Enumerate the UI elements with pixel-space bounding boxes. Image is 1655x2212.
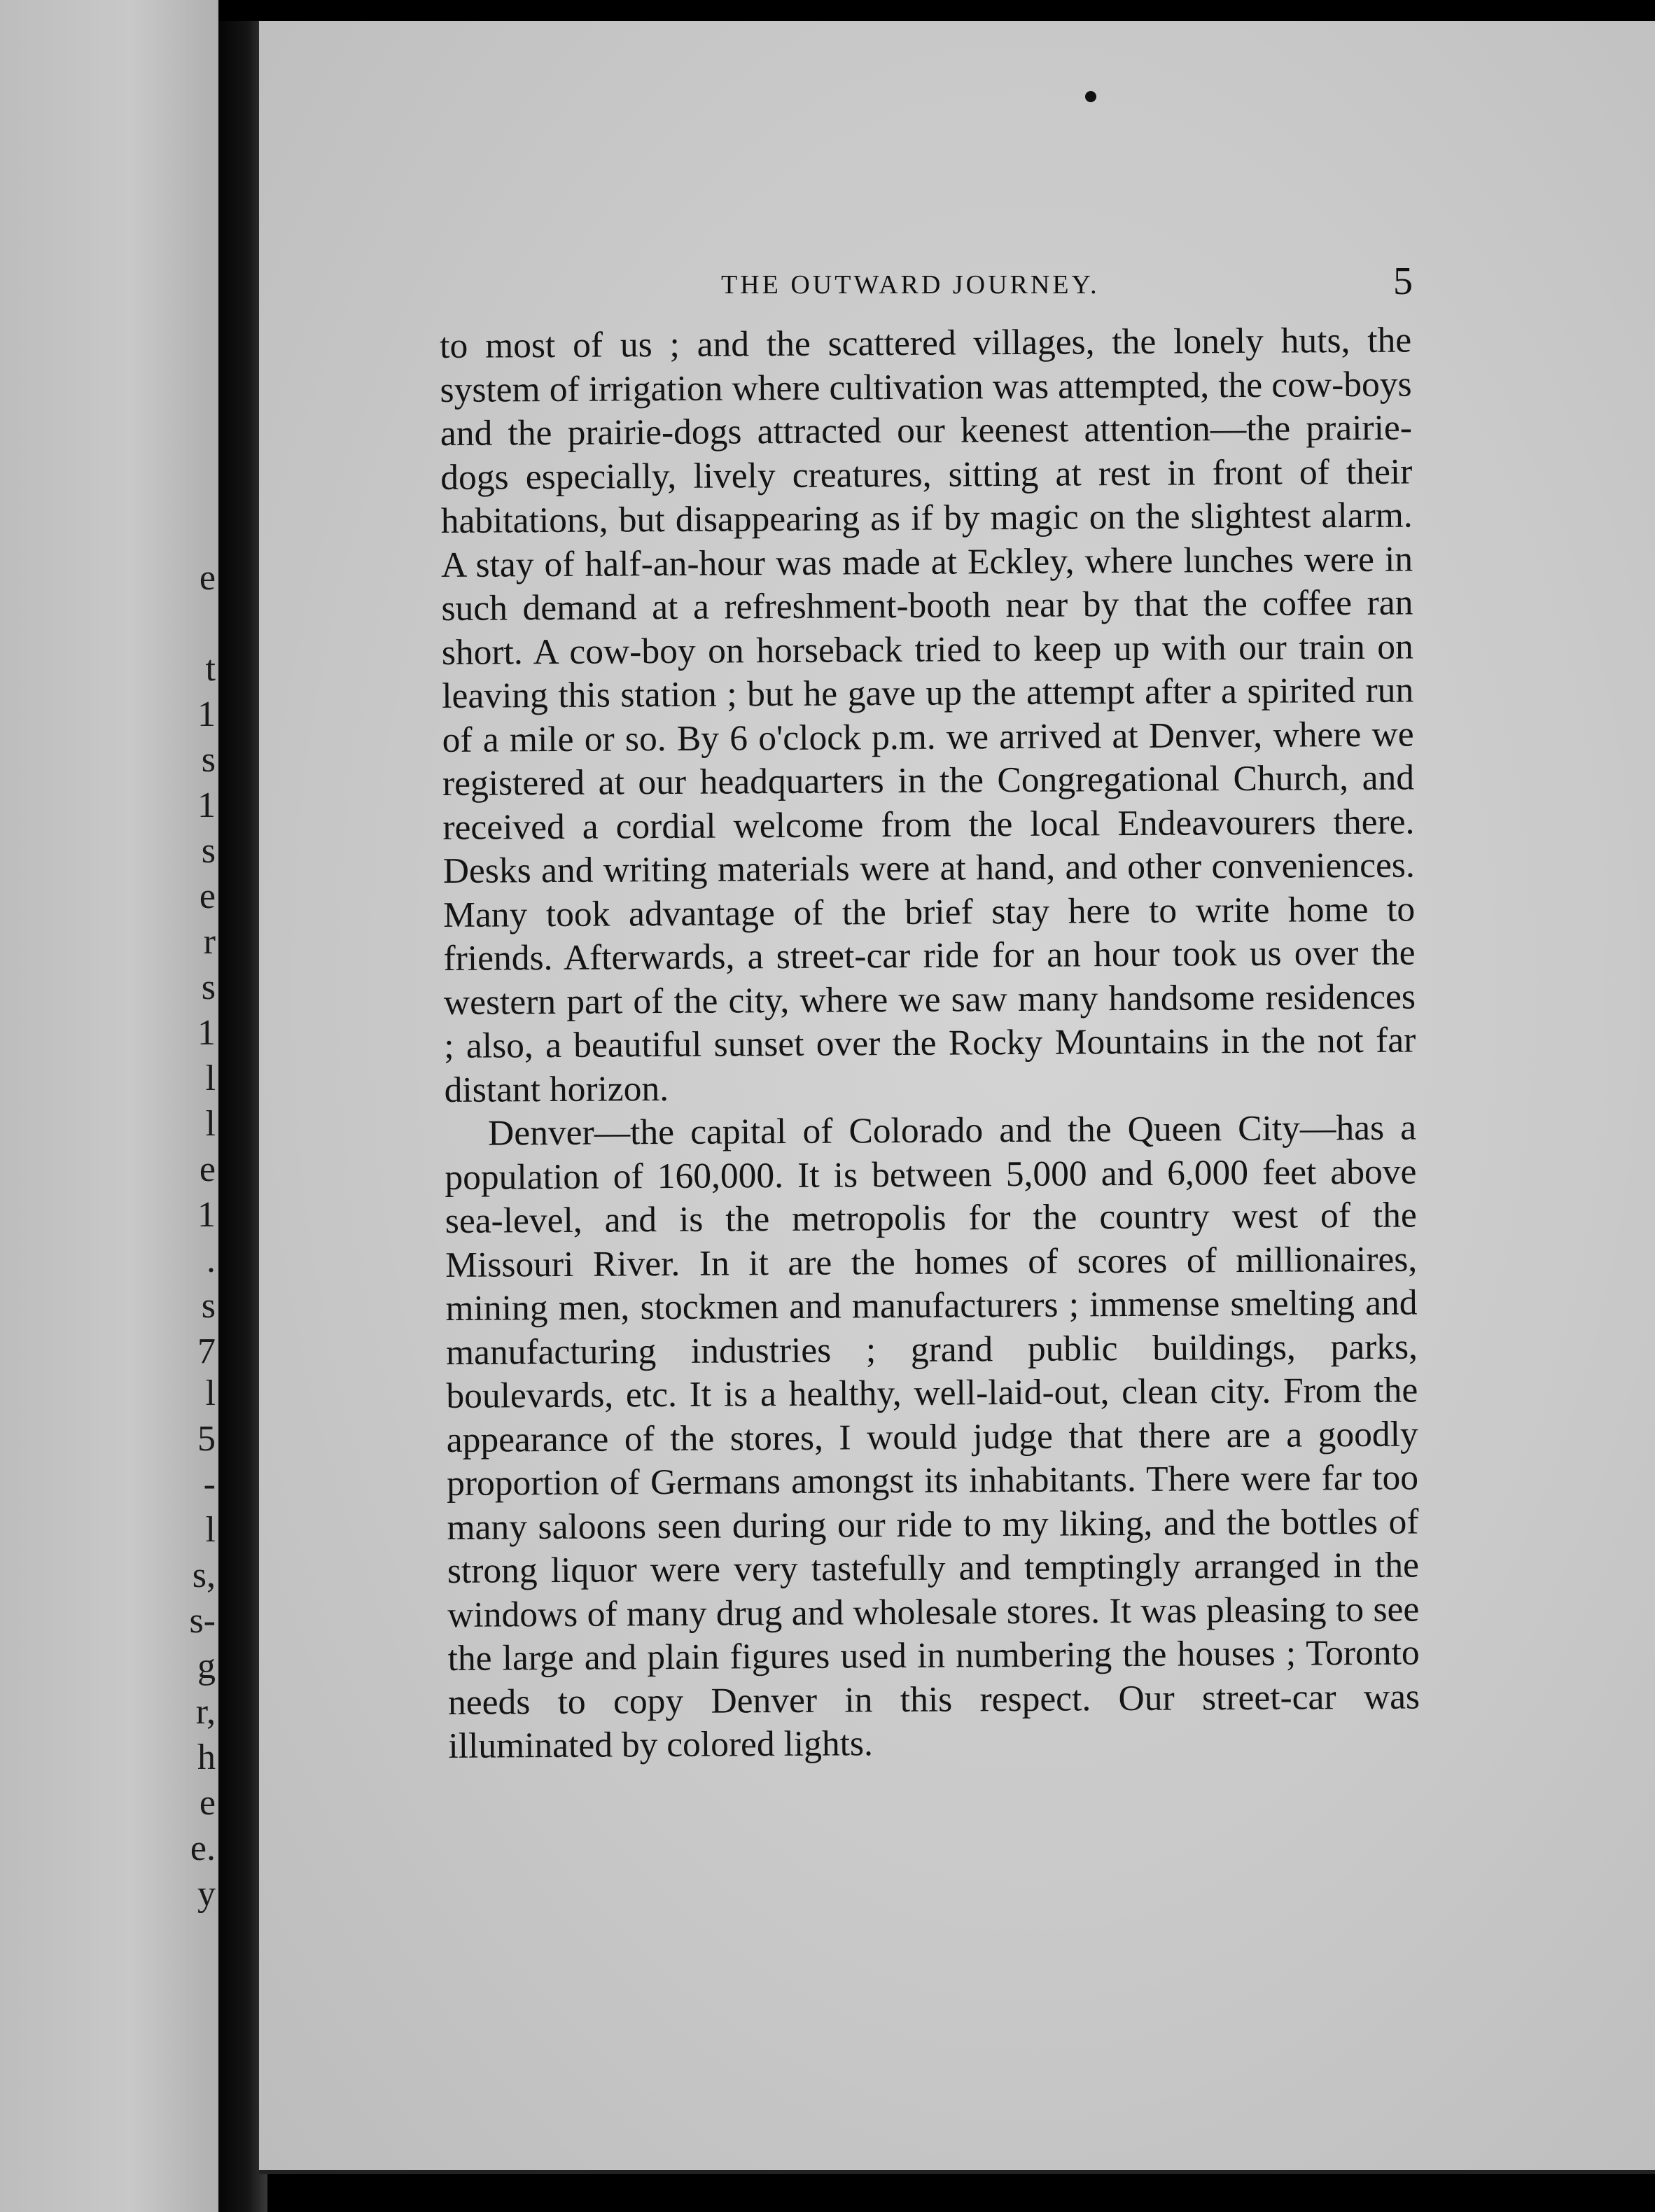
edge-letter: 5 (197, 1419, 216, 1459)
edge-letter: 1 (197, 1013, 216, 1053)
paragraph: to most of us ; and the scattered villages, the lonely huts, the system of irrigation where cultivation was attempted, the cow-boys and the prairie-dogs attracted our keenest attention—the prairie-dogs especially, lively creatures, sitting at rest in front of their habitations, but disappearing as if by magic on the slightest alarm. A stay of half-an-hour was made at Eckley, where lunches were in such demand at a refreshment-booth near by that the coffee ran short. A cow-boy on horseback tried to keep up with our train on leaving this station ; but he gave up the attempt after a spirited run of a mile or so. By 6 o'clock p.m. we arrived at Denver, where we registered at our headquarters in the Congregational Church, and received a cordial welcome from the local Endeavourers there. Desks and writing materials were at hand, and other conveniences. Many took advantage of the brief stay here to write home to friends. Afterwards, a street-car ride for an hour took us over the western part of the city, where we saw many handsome residences ; also, a beautiful sunset over the Rocky Mountains in the not far distant horizon. (440, 320, 1416, 1110)
edge-letter: l (205, 1373, 216, 1413)
edge-letter: e (199, 1783, 216, 1823)
edge-letter: 1 (197, 1195, 216, 1235)
edge-letter: s (201, 831, 216, 871)
edge-letter: e (199, 876, 216, 916)
paragraph: Denver—the capital of Colorado and the Queen City—has a population of 160,000. It is between 5,000 and 6,000 feet above sea-level, and is the metropolis for the country west of the Missouri River. In it are the homes of scores of millionaires, mining men, stockmen and manufacturers ; immense smelting and manufacturing industries ; grand public buildings, parks, boulevards, etc. It is a healthy, well-laid-out, clean city. From the appearance of the stores, I would judge that there are a goodly proportion of Germans amongst its inhabitants. There were far too many saloons seen during our ride to my liking, and the bottles of strong liquor were very tastefully and temptingly arranged in the windows of many drug and wholesale stores. It was pleasing to see the large and plain figures used in numbering the houses ; Toronto needs to copy Denver in this respect. Our street-car was illuminated by colored lights. (445, 1107, 1420, 1766)
edge-letter: e (199, 1149, 216, 1189)
edge-letter: 1 (197, 694, 216, 734)
edge-letter: s- (189, 1601, 216, 1641)
edge-letter: s (201, 740, 216, 780)
left-facing-page (0, 0, 218, 2212)
ink-speck (1085, 91, 1096, 102)
edge-letter: - (203, 1464, 216, 1504)
edge-letter: y (197, 1874, 216, 1914)
edge-letter: r, (195, 1692, 216, 1732)
left-page-edge-text (190, 0, 218, 2212)
edge-letter: e. (190, 1828, 216, 1868)
edge-letter: h (197, 1737, 216, 1777)
edge-letter: l (205, 1104, 216, 1144)
edge-letter: 1 (197, 785, 216, 825)
edge-letter: l (205, 1058, 216, 1098)
edge-letter: s, (192, 1555, 216, 1595)
edge-letter: s (201, 967, 216, 1007)
edge-letter: e (199, 558, 216, 598)
edge-letter: g (197, 1646, 216, 1686)
edge-letter: s (201, 1286, 216, 1326)
running-head: THE OUTWARD JOURNEY. (721, 270, 1100, 300)
edge-letter: t (205, 649, 216, 689)
body-text (440, 319, 1420, 1769)
edge-letter: . (207, 1240, 216, 1280)
edge-letter: 7 (197, 1331, 216, 1371)
edge-letter: r (203, 922, 216, 962)
edge-letter: l (205, 1510, 216, 1550)
page-number: 5 (1393, 260, 1413, 303)
